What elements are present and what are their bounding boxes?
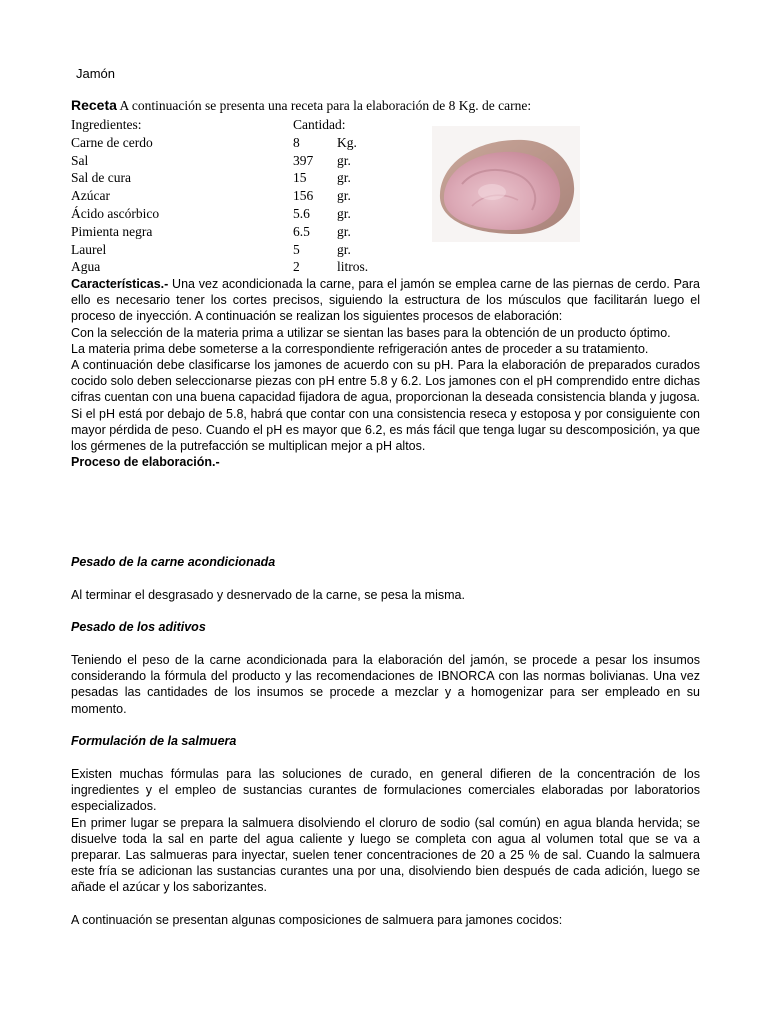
process-heading: Proceso de elaboración.- bbox=[71, 455, 220, 470]
ingredient-unit: gr. bbox=[337, 170, 351, 186]
ingredient-row bbox=[71, 187, 411, 205]
ingredient-row bbox=[71, 241, 411, 259]
ingredient-name: Sal de cura bbox=[71, 170, 131, 186]
paragraph: Teniendo el peso de la carne acondicionada para la elaboración del jamón, se procede a pesar los insumos considerando la fórmula del producto y las recomendaciones de IBNORCA con las normas bolivianas. Una vez pesadas las cantidades de los insumos se procede a mezclar y a homogenizar para ser empleado en su momento. bbox=[71, 653, 700, 716]
ingredient-unit: gr. bbox=[337, 241, 351, 257]
characteristics-paragraph: A continuación debe clasificarse los jamones de acuerdo con su pH. Para la elaboración de preparados curados cocido solo deben seleccionarse piezas con pH entre 5.8 y 6.2. Los jamones con el pH comprendido entre dichas cifras cuentan con una buena capacidad fijadora de agua, proporcionan la deseada consistencia blanda y jugosa. Si el pH está por debajo de 5.8, habrá que contar con una consistencia reseca y estoposa y por consiguiente con mayor pérdida de peso. Cuando el pH es mayor que 6.2, es más fácil que tenga lugar su descomposición, ya que los gérmenes de la putrefacción se multiplican mejor a pH altos. bbox=[71, 358, 700, 454]
ham-photo bbox=[432, 126, 580, 242]
ingredient-row bbox=[71, 223, 411, 241]
ingredient-amount: 8 bbox=[293, 134, 300, 150]
ingredient-unit: gr. bbox=[337, 152, 351, 168]
paragraph: Al terminar el desgrasado y desnervado de la carne, se pesa la misma. bbox=[71, 588, 465, 602]
page-title: Jamón bbox=[76, 66, 116, 81]
ingredient-amount: 397 bbox=[293, 152, 314, 168]
ingredient-amount: 6.5 bbox=[293, 223, 310, 239]
ingredient-row bbox=[71, 205, 411, 223]
ingredient-unit: gr. bbox=[337, 188, 351, 204]
characteristics-paragraph: La materia prima debe someterse a la correspondiente refrigeración antes de proceder a su tratamiento. bbox=[71, 341, 649, 356]
ingredient-name: Agua bbox=[71, 259, 101, 275]
ingredient-name: Laurel bbox=[71, 241, 107, 257]
section-heading-brine: Formulación de la salmuera bbox=[71, 734, 237, 748]
paragraph: A continuación se presentan algunas composiciones de salmuera para jamones cocidos: bbox=[71, 912, 563, 927]
ingredient-name: Ácido ascórbico bbox=[71, 205, 160, 221]
recipe-intro bbox=[71, 97, 711, 114]
ingredient-amount: 156 bbox=[293, 188, 314, 204]
ingredient-amount: 2 bbox=[293, 259, 300, 275]
ingredients-header-label: Ingredientes: bbox=[71, 117, 142, 132]
section-heading-weighing-additives: Pesado de los aditivos bbox=[71, 620, 206, 634]
ingredient-name: Sal bbox=[71, 152, 89, 168]
ingredient-unit: gr. bbox=[337, 223, 351, 239]
paragraph: En primer lugar se prepara la salmuera disolviendo el cloruro de sodio (sal común) en agua blanda hervida; se disuelve toda la sal en parte del agua caliente y luego se completa con agua al volumen total que se va a preparar. Las salmueras para inyectar, suelen tener concentraciones de 20 a 25 % de sal. Cuando la salmuera este fría se adicionan las sustancias curantes una por una, disolviendo bien después de cada adición, luego se añade el azúcar y los saborizantes. bbox=[71, 815, 700, 895]
characteristics-intro-text: Una vez acondicionada la carne, para el jamón se emplea carne de las piernas de cerdo. Para ello es necesario tener los cortes precisos, siguiendo la estructura de los músculos que facilitarán luego el proceso de inyección. A continuación se realizan los siguientes procesos de elaboración: bbox=[71, 277, 700, 324]
ingredient-row bbox=[71, 169, 411, 187]
ingredients-header bbox=[71, 116, 411, 134]
recipe-label: Receta bbox=[71, 97, 117, 113]
characteristics-intro bbox=[71, 276, 700, 325]
ingredient-row bbox=[71, 134, 411, 152]
ingredient-name: Pimienta negra bbox=[71, 223, 153, 239]
ingredients-table bbox=[71, 116, 411, 276]
ingredient-unit: Kg. bbox=[337, 134, 357, 150]
recipe-intro-text: A continuación se presenta una receta para la elaboración de 8 Kg. de carne: bbox=[116, 98, 532, 113]
section-text-weighing-additives bbox=[71, 652, 700, 717]
paragraph: Existen muchas fórmulas para las soluciones de curado, en general difieren de la concentración de los ingredientes y el empleo de sustancias curantes de formulaciones comerciales elaboradas por laboratorios especializados. bbox=[71, 767, 700, 814]
ingredient-name: Azúcar bbox=[71, 188, 110, 204]
ingredient-row bbox=[71, 152, 411, 170]
ingredient-unit: gr. bbox=[337, 205, 351, 221]
ingredient-row bbox=[71, 258, 411, 276]
ingredient-amount: 5.6 bbox=[293, 205, 310, 221]
ingredient-amount: 15 bbox=[293, 170, 307, 186]
characteristics-section bbox=[71, 276, 700, 470]
ingredient-unit: litros. bbox=[337, 259, 369, 275]
characteristics-paragraph: Con la selección de la materia prima a utilizar se sientan las bases para la obtención de un producto óptimo. bbox=[71, 325, 671, 340]
characteristics-label: Características.- bbox=[71, 277, 169, 291]
section-text-weighing-meat bbox=[71, 587, 700, 603]
section-text-brine bbox=[71, 766, 700, 928]
ingredient-amount: 5 bbox=[293, 241, 300, 257]
ingredient-name: Carne de cerdo bbox=[71, 134, 153, 150]
quantity-header-label: Cantidad: bbox=[293, 117, 346, 132]
section-heading-weighing-meat: Pesado de la carne acondicionada bbox=[71, 555, 276, 569]
